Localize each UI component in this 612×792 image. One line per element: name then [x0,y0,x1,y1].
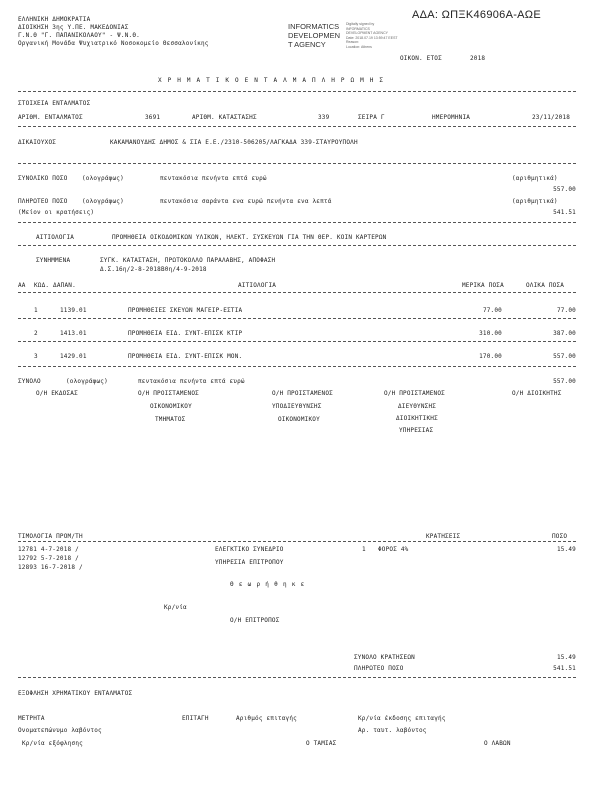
divider [18,222,576,223]
reason-label: ΑΙΤΙΟΛΟΓΙΑ [36,234,75,241]
divider [18,91,576,92]
signature-details [346,22,398,49]
divider [18,126,576,127]
total-amount-words: πεντακόσια πενήντα επτά ευρώ [160,175,267,182]
column-header-code: ΚΩΔ. ΔΑΠΑΝ. [34,282,76,289]
row-partial: 170.00 [479,353,502,360]
year-value: 2018 [470,55,486,62]
signature-detail: Reason: [346,40,360,44]
sum-paren: (ολογράφως) [66,378,108,385]
signature-detail: Location: Athens [346,44,372,49]
signature-detail: DEVELOPMENT AGENCY [346,31,388,35]
column-header-reason: ΑΙΤΙΟΛΟΓΙΑ [238,282,277,289]
attachments-line-1: ΣΥΓΚ. ΚΑΤΑΣΤΑΣΗ, ΠΡΩΤΟΚΟΛΛΟ ΠΑΡΑΛΑΒΗΣ, ΑΠΟΦΑΣΗ [100,257,276,264]
total-deductions-label: ΣΥΝΟΛΟ ΚΡΑΤΗΣΕΩΝ [354,654,415,661]
header-line-3: Γ.Ν.Θ "Γ. ΠΑΠΑΝΙΚΟΛΑΟΥ" - Ψ.Ν.Θ. [18,32,140,39]
audit-court: ΕΛΕΓΚΤΙΚΟ ΣΥΝΕΔΡΙΟ [215,546,284,553]
divider [18,677,576,678]
row-aa: 2 [34,330,38,337]
row-code: 1413.01 [60,330,87,337]
attachments-label: ΣΥΝΗΜΜΕΝΑ [36,257,71,264]
signature-director: Ο/Η ΔΙΟΙΚΗΤΗΣ [512,390,562,397]
signature-head-subdir-3: ΟΙΚΟΝΟΜΙΚΟΥ [278,416,320,423]
payable-amount-value: 541.51 [553,209,576,216]
total-amount-label: ΣΥΝΟΛΙΚΟ ΠΟΣΟ [18,175,68,182]
invoice-row: 12781 4-7-2018 / [18,546,79,553]
row-code: 1139.01 [60,307,87,314]
invoices-label: ΤΙΜΟΛΟΓΙΑ ΠΡΟΜ/ΤΗ [18,533,83,540]
signature-head-dept: Ο/Η ΠΡΟΙΣΤΑΜΕΝΟΣ [138,390,199,397]
invoice-row: 12893 16-7-2018 / [18,564,83,571]
row-total: 387.00 [553,330,576,337]
cashier-label: Ο ΤΑΜΙΑΣ [306,740,337,747]
cheque-label: ΕΠΙΤΑΓΗ [182,715,209,722]
logo-line-3: T AGENCY [288,40,326,49]
cheque-number-label: Αριθμός επιταγής [236,715,297,722]
payment-number-label: ΑΡΙΘΜ. ΕΝΤΑΛΜΑΤΟΣ [18,114,83,121]
divider [18,341,576,342]
year-label: ΟΙΚΟΝ. ΕΤΟΣ [400,55,442,62]
recipient-label: Ο ΛΑΒΩΝ [484,740,511,747]
settlement-label: ΕΞΟΦΛΗΣΗ ΧΡΗΜΑΤΙΚΟΥ ΕΝΤΑΛΜΑΤΟΣ [18,690,133,697]
date-value: 23/11/2018 [532,114,571,121]
divider [18,366,576,367]
cheque-date-label: Κρ/νία έκδοσης επιταγής [358,715,446,722]
row-partial: 77.00 [482,307,502,314]
date-label: ΗΜΕΡΟΜΗΝΙΑ [432,114,471,121]
attachments-line-2: Δ.Σ.16η/2-8-2018Β0η/4-9-2018 [100,266,207,273]
invoice-row: 12792 5-7-2018 / [18,555,79,562]
column-header-aa: ΑΑ [18,282,26,289]
signature-head-dir-3: ΔΙΟΙΚΗΤΙΚΗΣ [396,415,438,422]
statement-number-label: ΑΡΙΘΜ. ΚΑΤΑΣΤΑΣΗΣ [192,114,257,121]
row-code: 1429.01 [60,353,87,360]
payable-amount-label: ΠΛΗΡΩΤΕΟ ΠΟΣΟ [18,198,68,205]
signature-detail: Digitally signed by [346,22,375,26]
payment-number: 3691 [145,114,161,121]
commissioner-service: ΥΠΗΡΕΣΙΑ ΕΠΙΤΡΟΠΟΥ [215,559,284,566]
reviewed-label: Θ ε ω ρ ή θ η κ ε [230,581,306,588]
divider [18,318,576,319]
net-payable-label: ΠΛΗΡΩΤΕΟ ΠΟΣΟ [354,665,404,672]
signature-head-dir: Ο/Η ΠΡΟΙΣΤΑΜΕΝΟΣ [384,390,445,397]
header-line-4: Οργανική Μονάδα Ψυχιατρικό Νοσοκομείο Θεσσαλονίκης [18,40,209,47]
signature-head-subdir: Ο/Η ΠΡΟΙΣΤΑΜΕΝΟΣ [272,390,333,397]
signature-issuer: Ο/Η ΕΚΔΟΣΑΣ [36,390,78,397]
tax-label: ΦΟΡΟΣ 4% [378,546,409,553]
sum-label: ΣΥΝΟΛΟ [18,378,41,385]
tax-value: 15.49 [556,546,576,553]
amount-header: ΠΟΣΟ [552,533,568,540]
header-line-2: ΔΙΟΙΚΗΣΗ 3ης Υ.ΠΕ. ΜΑΚΕΔΟΝΙΑΣ [18,24,129,31]
logo-line-2: DEVELOPMEN [288,31,341,40]
sum-value: 557.00 [553,378,576,385]
statement-number: 339 [318,114,330,121]
numeric-label: (αριθμητικά) [512,198,558,205]
divider [18,292,576,293]
commissioner-label: Ο/Η ΕΠΙΤΡΟΠΟΣ [230,617,280,624]
deductions-label: (Μείον οι κρατήσεις) [18,209,95,216]
signature-head-dept-2: ΟΙΚΟΝΟΜΙΚΟΥ [150,403,192,410]
ada-code: ΑΔΑ: ΩΠΞΚ46906Α-ΑΩΕ [412,9,541,21]
row-partial: 310.00 [479,330,502,337]
deductions-header: ΚΡΑΤΗΣΕΙΣ [426,533,461,540]
details-section-label: ΣΤΟΙΧΕΙΑ ΕΝΤΑΛΜΑΤΟΣ [18,100,91,107]
total-amount-value: 557.00 [553,186,576,193]
header-line-1: ΕΛΛΗΝΙΚΗ ΔΗΜΟΚΡΑΤΙΑ [18,16,91,23]
recipient-id-label: Αρ. ταυτ. λαβόντος [358,727,427,734]
divider [18,163,576,164]
signature-logo [288,22,340,49]
row-total: 557.00 [553,353,576,360]
series-label: ΣΕΙΡΑ Γ [358,114,385,121]
review-date-label: Κρ/νία [164,604,187,611]
payable-amount-paren: (ολογράφως) [82,198,124,205]
settlement-date-label: Κρ/νία εξόφλησης [22,740,83,747]
divider [18,245,576,246]
sum-words: πεντακόσια πενήντα επτά ευρώ [138,378,245,385]
total-deductions-value: 15.49 [556,654,576,661]
document-title: Χ Ρ Η Μ Α Τ Ι Κ Ο Ε Ν Τ Α Λ Μ Α Π Λ Η Ρ Ω Μ Η Σ [158,77,385,84]
signature-head-subdir-2: ΥΠΟΔΙΕΥΘΥΝΣΗΣ [272,403,322,410]
row-aa: 3 [34,353,38,360]
numeric-label: (αριθμητικά) [512,175,558,182]
column-header-total: ΟΛΙΚΑ ΠΟΣΑ [526,282,565,289]
signature-detail: INFORMATICS [346,26,370,31]
recipient-name-label: Ονοματεπώνυμο λαβόντος [18,727,102,734]
divider [18,541,576,542]
cash-label: ΜΕΤΡΗΤΑ [18,715,45,722]
signature-head-dir-2: ΔΙΕΥΘΥΝΣΗΣ [398,403,437,410]
total-amount-paren: (ολογράφως) [82,175,124,182]
signature-detail: Date: 2018.07.19 13:59:47 EEST [346,35,398,40]
beneficiary-value: ΚΑΚΑΜΑΝΟΥΔΗΣ ΔΗΜΟΣ & ΣΙΑ Ε.Ε./2310-506205/ΛΑΓΚΑΔΑ 339-ΣΤΑΥΡΟΥΠΟΛΗ [110,139,358,146]
row-total: 77.00 [556,307,576,314]
logo-line-1: INFORMATICS [288,22,340,31]
row-description: ΠΡΟΜΗΘΕΙΕΣ ΣΚΕΥΩΝ ΜΑΓΕΙΡ-ΕΣΤΙΑ [128,307,243,314]
net-payable-value: 541.51 [553,665,576,672]
beneficiary-label: ΔΙΚΑΙΟΥΧΟΣ [18,139,57,146]
signature-head-dir-4: ΥΠΗΡΕΣΙΑΣ [399,427,434,434]
signature-head-dept-3: ΤΜΗΜΑΤΟΣ [155,416,186,423]
payable-amount-words: πεντακόσια σαράντα ενα ευρώ πενήντα ενα λεπτά [160,198,332,205]
column-header-partial: ΜΕΡΙΚΑ ΠΟΣΑ [462,282,504,289]
tax-number: 1 [362,546,366,553]
reason-value: ΠΡΟΜΗΘΕΙΑ ΟΙΚΟΔΟΜΙΚΩΝ ΥΛΙΚΩΝ, ΗΛΕΚΤ. ΣΥΣΚΕΥΩΝ ΓΙΑ ΤΗΝ ΘΕΡ. ΚΟΙΝ ΚΑΡΤΕΡΩΝ [112,234,387,241]
row-description: ΠΡΟΜΗΘΕΙΑ ΕΙΔ. ΣΥΝΤ-ΕΠΙΣΚ ΚΤΙΡ [128,330,243,337]
row-aa: 1 [34,307,38,314]
row-description: ΠΡΟΜΗΘΕΙΑ ΕΙΔ. ΣΥΝΤ-ΕΠΙΣΚ ΜΟΝ. [128,353,243,360]
